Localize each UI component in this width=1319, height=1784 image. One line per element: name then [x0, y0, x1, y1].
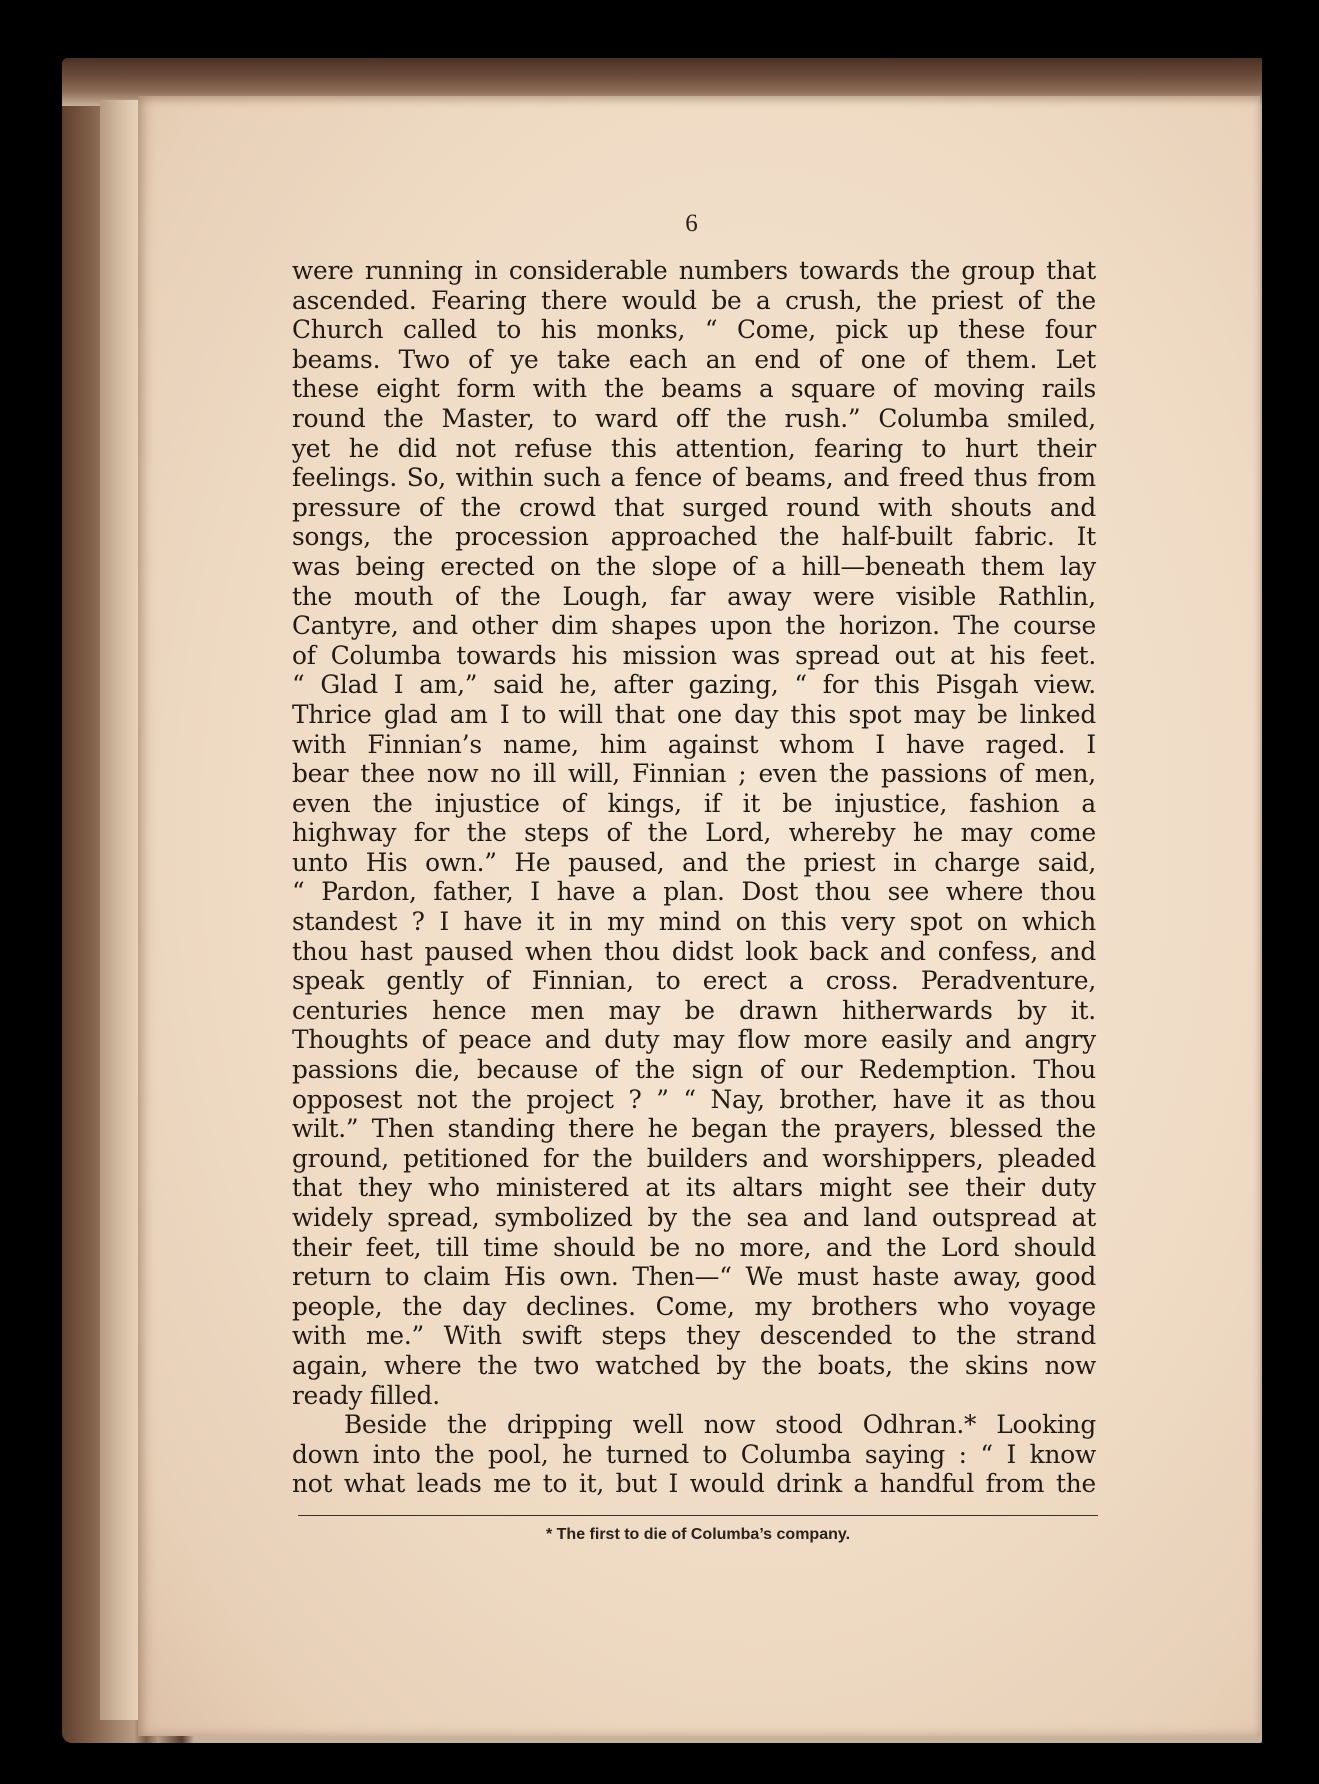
- text-line: wilt.” Then standing there he began the prayers, blessed the: [292, 1114, 1096, 1144]
- text-line: these eight form with the beams a square of moving rails: [292, 374, 1096, 404]
- text-line: Cantyre, and other dim shapes upon the horizon. The course: [292, 611, 1096, 641]
- text-line: ground, petitioned for the builders and worshippers, pleaded: [292, 1143, 1096, 1173]
- text-line: Thrice glad am I to will that one day this spot may be linked: [292, 699, 1096, 729]
- text-line: not what leads me to it, but I would drink a handful from the: [292, 1469, 1096, 1499]
- text-line: were running in considerable numbers towards the group that: [292, 256, 1096, 285]
- footnote: * The first to die of Columba’s company.: [545, 1526, 851, 1543]
- text-line: with me.” With swift steps they descended to the strand: [292, 1321, 1096, 1351]
- text-line: again, where the two watched by the boats, the skins now: [292, 1350, 1096, 1380]
- text-line: their feet, till time should be no more, and the Lord should: [292, 1232, 1096, 1262]
- text-line: standest ? I have it in my mind on this very spot on which: [292, 907, 1096, 937]
- text-line: “ Glad I am,” said he, after gazing, “ for this Pisgah view.: [292, 670, 1096, 700]
- text-line: “ Pardon, father, I have a plan. Dost thou see where thou: [292, 877, 1096, 907]
- text-line: highway for the steps of the Lord, whereby he may come: [292, 818, 1096, 848]
- page-number: 6: [685, 210, 698, 237]
- text-line: round the Master, to ward off the rush.” Columba smiled,: [292, 403, 1096, 433]
- text-line: even the injustice of kings, if it be injustice, fashion a: [292, 788, 1096, 818]
- text-line: was being erected on the slope of a hill—beneath them lay: [292, 551, 1096, 581]
- body-text: [292, 256, 1096, 1499]
- text-line: ready filled.: [292, 1380, 440, 1410]
- text-line: return to claim His own. Then—“ We must haste away, good: [292, 1262, 1096, 1292]
- text-line: feelings. So, within such a fence of beams, and freed thus from: [292, 463, 1096, 493]
- text-line: down into the pool, he turned to Columba saying : “ I know: [292, 1439, 1096, 1469]
- text-line: Beside the dripping well now stood Odhran.* Looking: [344, 1410, 1096, 1440]
- text-line: bear thee now no ill will, Finnian ; even the passions of men,: [292, 759, 1096, 789]
- page-gutter: [100, 100, 140, 1720]
- text-line: speak gently of Finnian, to erect a cross. Peradventure,: [292, 966, 1096, 996]
- text-line: unto His own.” He paused, and the priest in charge said,: [292, 847, 1096, 877]
- text-line: the mouth of the Lough, far away were visible Rathlin,: [292, 581, 1096, 611]
- text-line: Church called to his monks, “ Come, pick up these four: [292, 315, 1096, 345]
- text-line: widely spread, symbolized by the sea and land outspread at: [292, 1203, 1096, 1232]
- text-line: that they who ministered at its altars might see their duty: [292, 1173, 1096, 1203]
- text-line: ascended. Fearing there would be a crush, the priest of the: [292, 285, 1096, 315]
- text-line: Thoughts of peace and duty may flow more easily and angry: [292, 1025, 1096, 1055]
- text-line: beams. Two of ye take each an end of one of them. Let: [292, 344, 1096, 374]
- text-line: yet he did not refuse this attention, fearing to hurt their: [292, 433, 1096, 463]
- text-line: with Finnian’s name, him against whom I have raged. I: [292, 729, 1096, 759]
- text-line: songs, the procession approached the half-built fabric. It: [292, 522, 1096, 552]
- text-line: opposest not the project ? ” “ Nay, brother, have it as thou: [292, 1084, 1096, 1114]
- text-line: passions die, because of the sign of our Redemption. Thou: [292, 1055, 1096, 1085]
- text-line: pressure of the crowd that surged round with shouts and: [292, 492, 1096, 522]
- text-line: of Columba towards his mission was spread out at his feet.: [292, 640, 1096, 670]
- text-line: people, the day declines. Come, my brothers who voyage: [292, 1291, 1096, 1321]
- text-line: thou hast paused when thou didst look back and confess, and: [292, 936, 1096, 966]
- footnote-rule: [298, 1515, 1098, 1516]
- text-line: centuries hence men may be drawn hitherwards by it.: [292, 995, 1096, 1025]
